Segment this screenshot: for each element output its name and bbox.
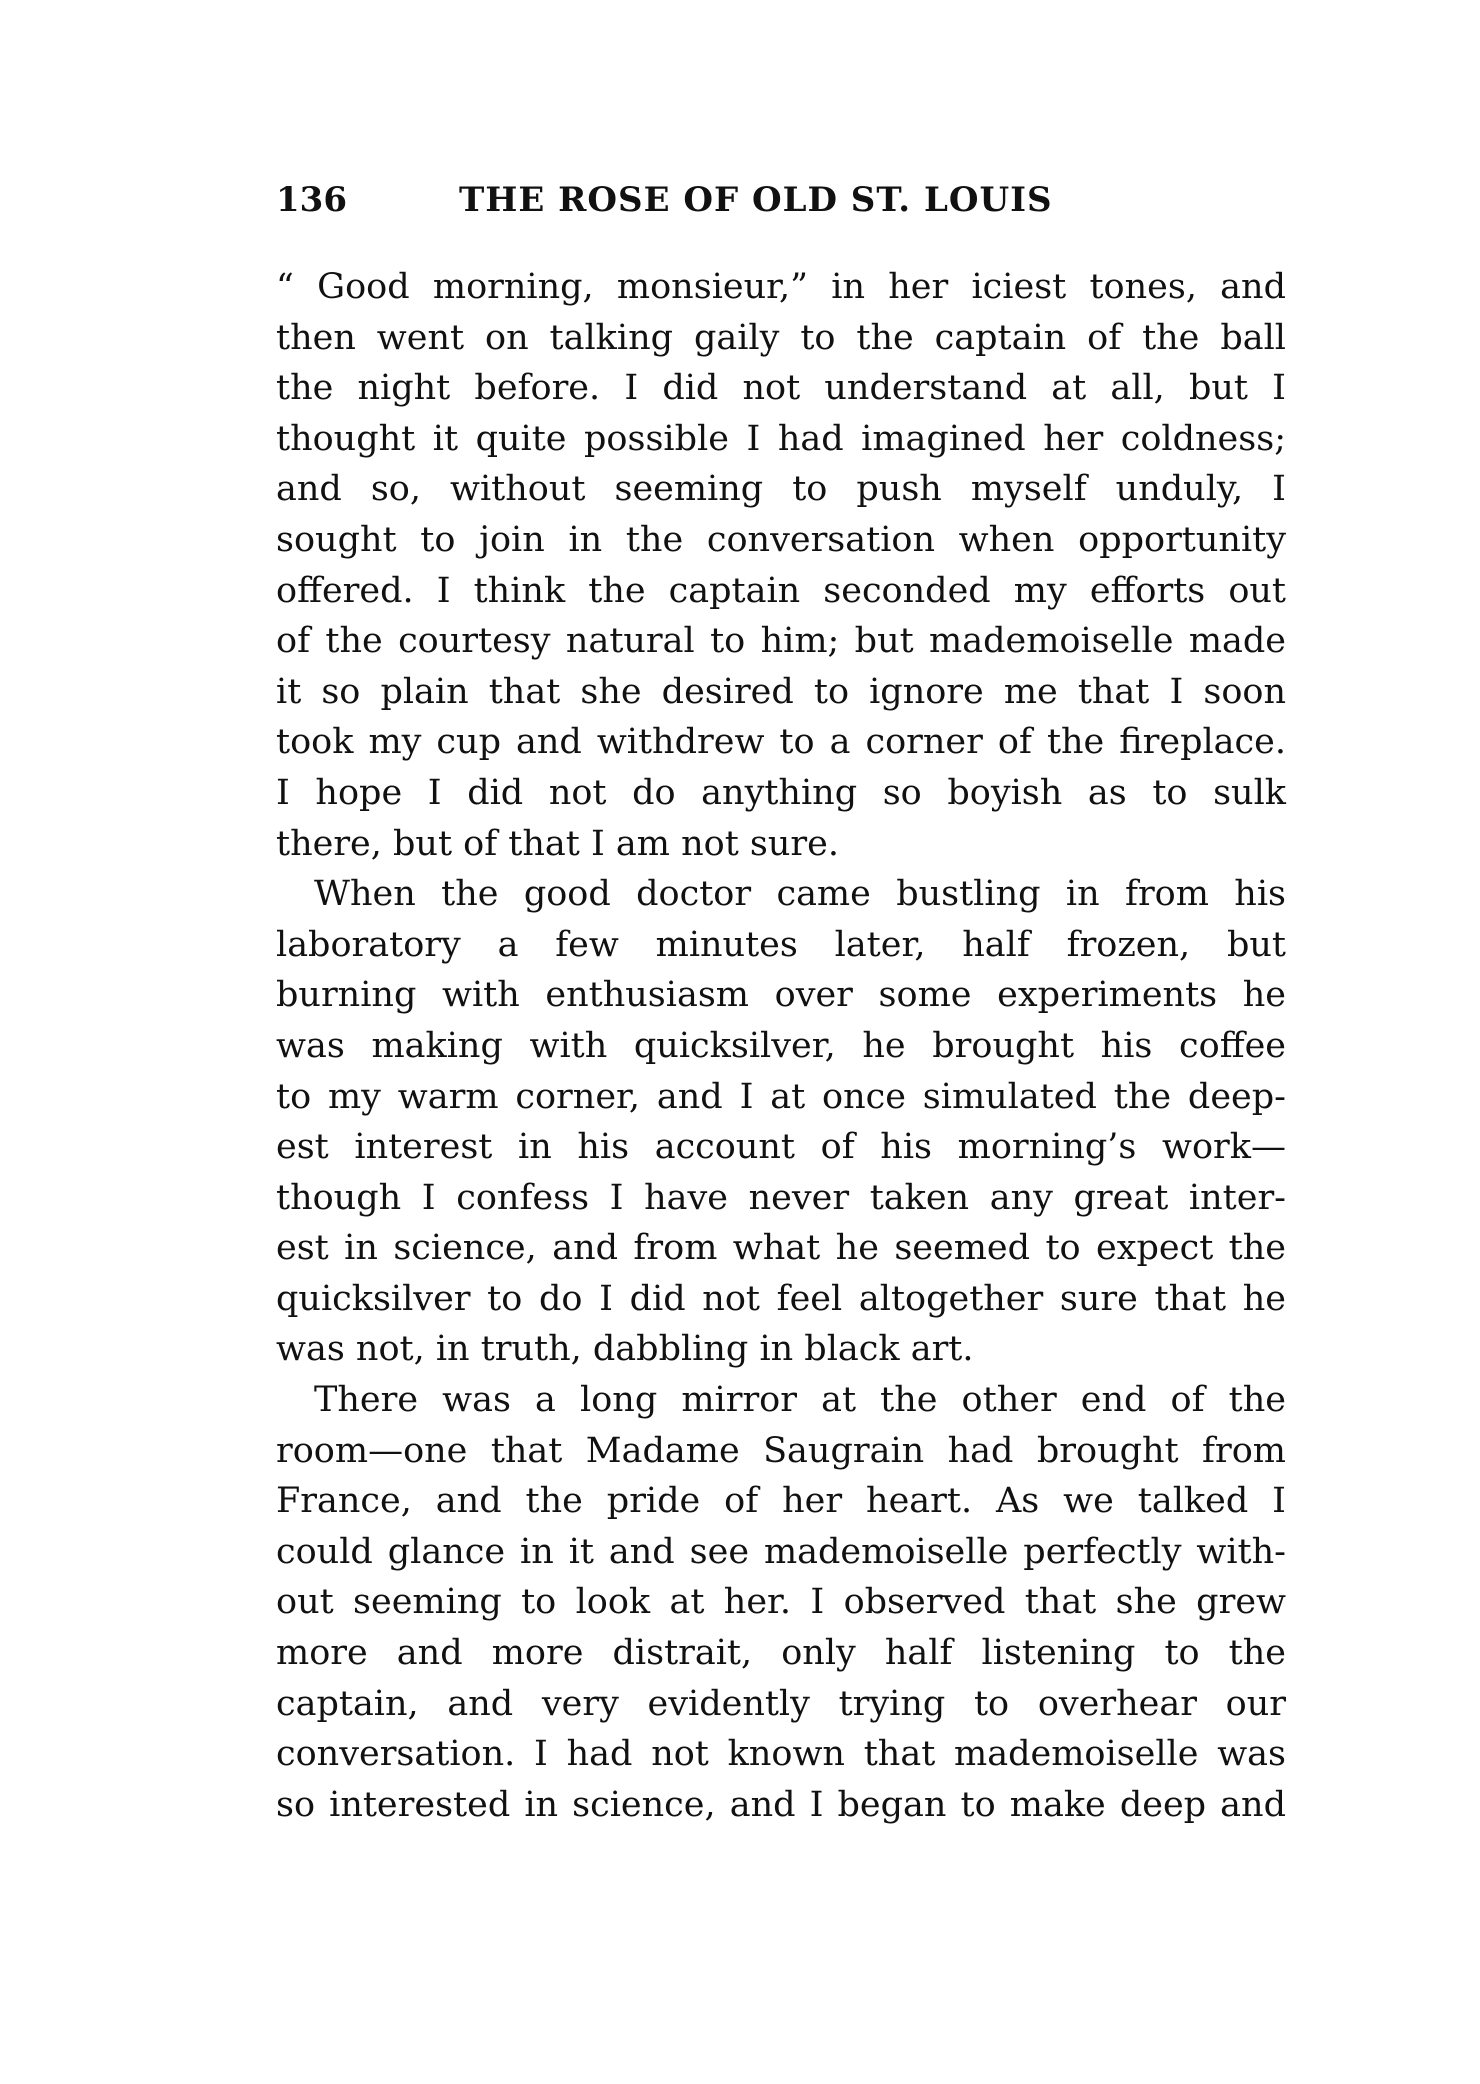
text-line: offered. I think the captain seconded my efforts out: [276, 570, 1286, 611]
text-line: could glance in it and see mademoiselle perfectly with-: [276, 1531, 1286, 1572]
text-line: conversation. I had not known that mademoiselle was: [276, 1734, 1286, 1775]
text-line: took my cup and withdrew to a corner of the fireplace.: [276, 722, 1286, 763]
text-line: was making with quicksilver, he brought his coffee: [276, 1025, 1286, 1066]
body-text: [276, 262, 1286, 1830]
text-line: est interest in his account of his morning’s work—: [276, 1127, 1286, 1168]
text-line: and so, without seeming to push myself unduly, I: [276, 469, 1286, 510]
text-line: of the courtesy natural to him; but mademoiselle made: [276, 621, 1286, 662]
text-line: was not, in truth, dabbling in black art.: [276, 1329, 974, 1370]
text-line: more and more distrait, only half listening to the: [276, 1633, 1286, 1674]
text-line: so interested in science, and I began to make deep and: [276, 1784, 1286, 1825]
text-line: sought to join in the conversation when opportunity: [276, 519, 1286, 560]
text-line: there, but of that I am not sure.: [276, 823, 839, 864]
text-line: room—one that Madame Saugrain had brought from: [276, 1430, 1286, 1471]
text-line: it so plain that she desired to ignore me that I soon: [276, 671, 1286, 712]
text-line: then went on talking gaily to the captain of the ball: [276, 317, 1286, 358]
text-line: to my warm corner, and I at once simulated the deep-: [276, 1076, 1286, 1117]
running-header: [276, 180, 1286, 230]
text-line: There was a long mirror at the other end of the: [314, 1380, 1286, 1421]
text-line: captain, and very evidently trying to overhear our: [276, 1683, 1286, 1724]
text-line: “ Good morning, monsieur,” in her iciest tones, and: [276, 267, 1286, 307]
text-line: I hope I did not do anything so boyish as to sulk: [276, 772, 1286, 813]
text-line: laboratory a few minutes later, half frozen, but: [276, 924, 1286, 965]
text-line: est in science, and from what he seemed to expect the: [276, 1228, 1286, 1269]
text-line: When the good doctor came bustling in from his: [314, 874, 1286, 915]
running-title: THE ROSE OF OLD ST. LOUIS: [459, 180, 1053, 220]
text-line: burning with enthusiasm over some experiments he: [276, 975, 1286, 1016]
text-line: though I confess I have never taken any great inter-: [276, 1177, 1286, 1218]
text-line: the night before. I did not understand at all, but I: [276, 368, 1286, 409]
text-line: out seeming to look at her. I observed that she grew: [276, 1582, 1286, 1623]
text-line: France, and the pride of her heart. As we talked I: [276, 1481, 1286, 1522]
text-line: quicksilver to do I did not feel altogether sure that he: [276, 1278, 1286, 1319]
page-number: 136: [276, 180, 347, 220]
text-line: thought it quite possible I had imagined her coldness;: [276, 418, 1286, 459]
